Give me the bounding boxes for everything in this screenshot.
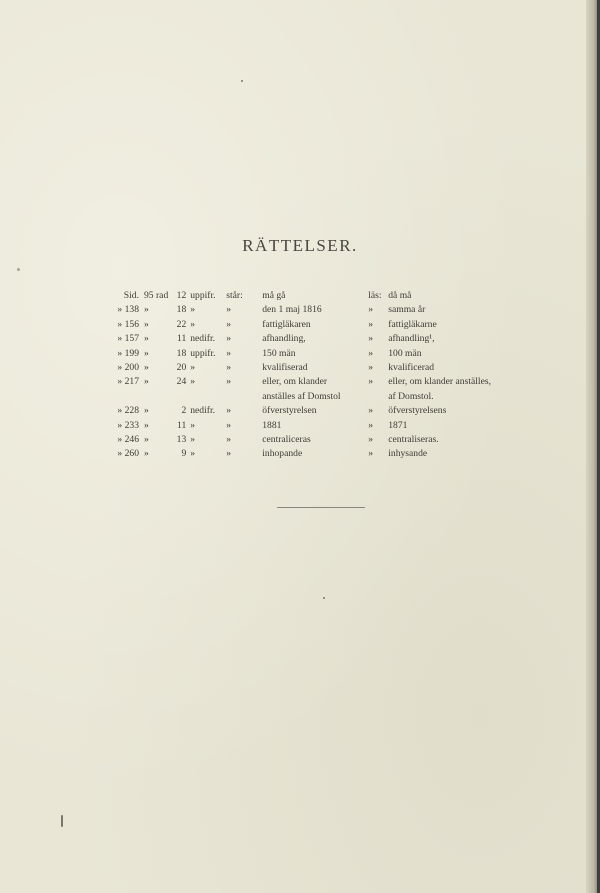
row-rad: »: [144, 318, 149, 330]
row-sid: » 233: [117, 419, 139, 431]
row-incorrect-text: öfverstyrelsen: [262, 405, 317, 417]
row-incorrect-text: inhopande: [262, 448, 303, 460]
col-sid-header: Sid.: [123, 290, 139, 301]
row-correct-text: af Domstol.: [388, 390, 434, 402]
col-las-header: läs:: [368, 290, 382, 301]
errata-row: [104, 361, 491, 375]
errata-row: [104, 332, 491, 346]
row-rad: »: [144, 361, 149, 373]
row-direction: »: [190, 361, 196, 373]
row-rad: »: [144, 376, 149, 388]
row-direction: »: [190, 448, 196, 460]
row-las: »: [368, 376, 374, 388]
row-direction: »: [190, 433, 196, 445]
row-star: »: [226, 419, 232, 431]
row-star: »: [226, 333, 232, 345]
row-incorrect-text: 150 män: [262, 347, 296, 359]
row-sid: » 217: [117, 376, 139, 388]
row-las: »: [368, 333, 374, 345]
errata-header-row: [104, 289, 491, 303]
row-direction: uppifr.: [190, 347, 216, 359]
row-las: »: [368, 347, 374, 359]
col-star-header: står:: [226, 290, 243, 301]
row-las: [368, 390, 388, 404]
row-las: »: [368, 405, 374, 417]
row-las: »: [368, 304, 374, 316]
row-direction: »: [190, 318, 196, 330]
row-incorrect-text: fattigläkaren: [262, 318, 311, 330]
row-direction: nedifr.: [190, 405, 216, 417]
errata-row: [104, 404, 491, 418]
errata-row: [104, 375, 491, 389]
row-sid: » 138: [117, 304, 139, 316]
paper-speck: [323, 597, 325, 599]
row-line-number: 11: [177, 419, 187, 431]
row-las: »: [368, 433, 374, 445]
row-line-number: 18: [176, 347, 187, 359]
row-rad: »: [144, 419, 149, 431]
row-star: [226, 390, 262, 404]
row-las: »: [368, 419, 374, 431]
row-star: »: [226, 376, 232, 388]
row-correct-text: 1871: [388, 419, 408, 431]
row-direction: »: [190, 419, 196, 431]
col-direction-header: uppifr.: [190, 290, 216, 301]
col-rad-header: 95 rad: [144, 290, 169, 301]
row-direction: »: [190, 304, 196, 316]
errata-row: [104, 433, 491, 447]
row-incorrect-text: eller, om klander: [262, 376, 328, 388]
col-line-number-header: 12: [176, 290, 187, 301]
row-sid: » 228: [117, 405, 139, 417]
col-incorrect-header: må gå: [262, 290, 286, 301]
row-incorrect-text: afhandling,: [262, 333, 306, 345]
row-rad: »: [144, 347, 149, 359]
row-direction: nedifr.: [190, 333, 216, 345]
row-sid: » 157: [117, 333, 139, 345]
row-correct-text: 100 män: [388, 347, 422, 359]
row-las: »: [368, 448, 374, 460]
row-line-number: 22: [176, 318, 187, 330]
row-direction: »: [190, 376, 196, 388]
row-incorrect-text: anställes af Domstol: [262, 390, 341, 402]
row-rad: »: [144, 304, 149, 316]
row-las: »: [368, 361, 374, 373]
row-direction: [190, 390, 226, 404]
row-correct-text: kvalificerad: [388, 361, 435, 373]
row-incorrect-text: 1881: [262, 419, 282, 431]
errata-row: [104, 390, 491, 404]
row-star: »: [226, 318, 232, 330]
row-line-number: 9: [181, 448, 187, 460]
row-correct-text: afhandling¹,: [388, 333, 435, 345]
col-correct-header: då må: [388, 290, 412, 301]
paper-speck: [17, 268, 20, 271]
row-rad: [144, 390, 168, 404]
row-rad: »: [144, 448, 149, 460]
row-correct-text: samma år: [388, 304, 426, 316]
row-rad: »: [144, 333, 149, 345]
row-star: »: [226, 405, 232, 417]
row-star: »: [226, 304, 232, 316]
row-sid: » 260: [117, 448, 139, 460]
errata-row: [104, 303, 491, 317]
errata-row: [104, 419, 491, 433]
section-divider: [277, 507, 365, 508]
row-line-number: 20: [176, 361, 187, 373]
row-star: »: [226, 347, 232, 359]
row-correct-text: centraliseras.: [388, 433, 439, 445]
row-incorrect-text: den 1 maj 1816: [262, 304, 322, 316]
row-sid: » 200: [117, 361, 139, 373]
row-las: »: [368, 318, 374, 330]
errata-title: RÄTTELSER.: [242, 236, 358, 255]
row-sid: [104, 390, 144, 404]
row-line-number: 2: [181, 405, 187, 417]
row-line-number: 18: [176, 304, 187, 316]
errata-row: [104, 318, 491, 332]
row-correct-text: inhysande: [388, 448, 428, 460]
row-star: »: [226, 361, 232, 373]
row-line-number: 13: [176, 433, 187, 445]
row-sid: » 199: [117, 347, 139, 359]
errata-row: [104, 447, 491, 461]
row-line-number: 11: [177, 333, 187, 345]
row-sid: » 156: [117, 318, 139, 330]
row-star: »: [226, 433, 232, 445]
row-rad: »: [144, 405, 149, 417]
paper-mark: [61, 815, 63, 827]
row-rad: »: [144, 433, 149, 445]
row-line-number: 24: [176, 376, 187, 388]
row-correct-text: öfverstyrelsens: [388, 405, 447, 417]
row-line-number: [168, 390, 190, 404]
row-sid: » 246: [117, 433, 139, 445]
row-correct-text: fattigläkarne: [388, 318, 437, 330]
errata-table: [104, 289, 491, 462]
paper-speck: [241, 80, 243, 82]
row-incorrect-text: centraliceras: [262, 433, 311, 445]
row-correct-text: eller, om klander anställes,: [388, 376, 491, 388]
row-star: »: [226, 448, 232, 460]
row-incorrect-text: kvalifiserad: [262, 361, 308, 373]
errata-row: [104, 347, 491, 361]
